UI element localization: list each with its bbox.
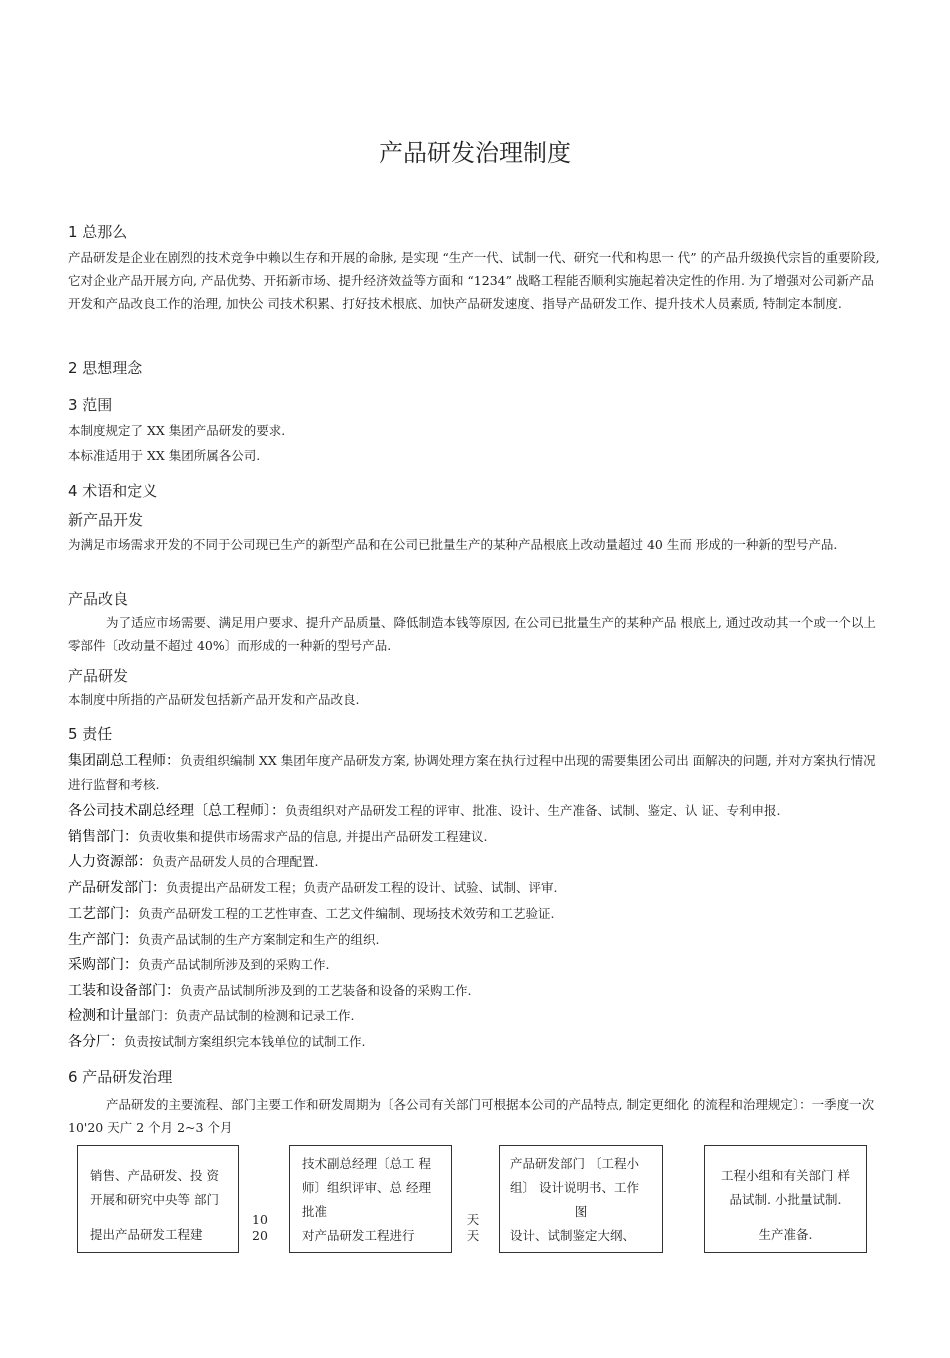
responsibility-label: 产品研发部门： <box>68 880 166 896</box>
responsibility-sales <box>68 825 888 849</box>
flow-box-text: 开展和研究中央等 部门 <box>90 1192 219 1207</box>
responsibility-process-dept <box>68 902 888 926</box>
responsibility-label: 销售部门： <box>68 829 138 845</box>
responsibility-label: 工艺部门： <box>68 906 138 922</box>
section-3-line-2: 本标准适用于 XX 集团所属各公司. <box>68 448 261 463</box>
responsibility-text: 负责产品试制所涉及到的采购工作. <box>138 957 330 972</box>
responsibility-label: 各公司技术副总经理〔总工程师〕： <box>68 803 285 819</box>
responsibility-text: 负责产品试制的检测和记录工作. <box>175 1008 355 1023</box>
flow-box-text: 生产准备. <box>758 1227 813 1242</box>
section-6-body: 产品研发的主要流程、部门主要工作和研发周期为〔各公司有关部门可根据本公司的产品特点, 制定更细化 的流程和治理规定〕：一季度一次 10'20 天广 2 个月 2~3 个月 <box>68 1097 875 1135</box>
flow-duration-value: 天 <box>466 1228 480 1243</box>
flow-duration-value: 10 <box>252 1212 268 1227</box>
flow-box-review <box>289 1145 452 1253</box>
flow-box-text: 设计、试制鉴定大纲、 <box>510 1228 636 1243</box>
responsibility-branch-factories <box>68 1030 888 1054</box>
responsibility-purchasing-dept <box>68 953 888 977</box>
responsibility-text: 负责组织对产品研发工程的评审、批准、设计、生产准备、试制、鉴定、认 证、专利申报. <box>285 803 781 818</box>
responsibility-label-suffix: 部门： <box>138 1008 176 1023</box>
responsibility-label: 生产部门： <box>68 932 138 948</box>
section-3-heading: 3 范围 <box>68 396 113 414</box>
document-title: 产品研发治理制度 <box>379 139 571 167</box>
responsibility-label: 工装和设备部门： <box>68 983 180 999</box>
flow-box-text: 工程小组和有关部门 样 <box>721 1168 850 1183</box>
flow-duration-unit <box>461 1212 485 1244</box>
flow-duration-value: 20 <box>252 1228 268 1243</box>
flow-box-design <box>499 1145 663 1253</box>
term-product-improvement-body: 为了适应市场需要、满足用户要求、提升产品质量、降低制造本钱等原因, 在公司已批量生产的某种产品 根底上, 通过改动其一个或一个以上零部件〔改动量不超过 40%〕而形成的一种新的型号产品. <box>68 615 876 653</box>
section-1-heading: 1 总那么 <box>68 223 128 241</box>
section-4-heading: 4 术语和定义 <box>68 482 158 500</box>
responsibility-label: 检测和计量 <box>68 1008 138 1024</box>
flow-box-text: 产品研发部门 〔工程小 <box>510 1156 639 1171</box>
section-3-line-1: 本制度规定了 XX 集团产品研发的要求. <box>68 423 286 438</box>
responsibility-label: 集团副总工程师： <box>68 753 180 769</box>
responsibility-group-deputy-chief-engineer <box>68 749 883 796</box>
responsibility-text: 负责产品研发人员的合理配置. <box>152 854 319 869</box>
responsibility-label: 采购部门： <box>68 957 138 973</box>
flow-duration-value: 天 <box>466 1212 480 1227</box>
flow-box-text: 提出产品研发工程建 <box>90 1227 203 1242</box>
responsibility-text: 负责按试制方案组织完本钱单位的试制工作. <box>124 1034 366 1049</box>
responsibility-hr <box>68 850 888 874</box>
responsibility-text: 负责产品试制所涉及到的工艺装备和设备的采购工作. <box>180 983 472 998</box>
flow-box-proposal <box>77 1145 239 1253</box>
flow-box-text: 师〕组织评审、总 经理 <box>302 1180 431 1195</box>
term-new-product-development: 新产品开发 <box>68 511 144 529</box>
responsibility-label: 人力资源部： <box>68 854 152 870</box>
responsibility-text: 负责产品研发工程的工艺性审查、工艺文件编制、现场技术效劳和工艺验证. <box>138 906 555 921</box>
term-product-rd-body: 本制度中所指的产品研发包括新产品开发和产品改良. <box>68 692 360 707</box>
responsibility-tooling-dept <box>68 979 888 1003</box>
responsibility-company-deputy-gm <box>68 799 888 823</box>
section-5-heading: 5 责任 <box>68 725 113 743</box>
flow-box-text: 组〕 设计说明书、工作 <box>510 1180 639 1195</box>
flow-box-text: 销售、产品研发、投 资 <box>90 1168 219 1183</box>
section-1-body: 产品研发是企业在剧烈的技术竞争中赖以生存和开展的命脉, 是实现 “生产一代、试制一代、研究一代和构思一 代” 的产品升级换代宗旨的重要阶段, 它对企业产品开展方向, 产品优势、开拓新市场、提升经济效益等方面和 “1234” 战略工程能否顺利实施起着决定性的作用. 为了增强对公司新产品开发和产品改良工作的治理, 加快公 司技术积累、打好技术根底、加快产品研发速度、指导产品研发工作、提升技术人员素质, 特制定本制度. <box>68 250 880 311</box>
flow-box-text: 对产品研发工程进行 <box>302 1228 415 1243</box>
responsibility-text: 负责收集和提供市场需求产品的信息, 并提出产品研发工程建议. <box>138 829 488 844</box>
flow-box-trial-production <box>704 1145 867 1253</box>
flow-box-text: 技术副总经理〔总工 程 <box>302 1156 431 1171</box>
term-product-improvement: 产品改良 <box>68 590 129 608</box>
section-2-heading: 2 思想理念 <box>68 359 143 377</box>
responsibility-text: 负责组织编制 XX 集团年度产品研发方案, 协调处理方案在执行过程中出现的需要集团公司出 面解决的问题, 并对方案执行情况进行监督和考核. <box>68 753 876 792</box>
flow-box-text: 批准 <box>302 1204 328 1219</box>
flow-duration-days <box>248 1212 272 1244</box>
term-product-rd: 产品研发 <box>68 667 129 685</box>
term-new-product-development-body: 为满足市场需求开发的不同于公司现已生产的新型产品和在公司已批量生产的某种产品根底上改动量超过 40 生而 形成的一种新的型号产品. <box>68 537 838 552</box>
responsibility-rd-dept <box>68 876 888 900</box>
responsibility-text: 负责产品试制的生产方案制定和生产的组织. <box>138 932 380 947</box>
section-6-heading: 6 产品研发治理 <box>68 1068 173 1086</box>
responsibility-text: 负责提出产品研发工程；负责产品研发工程的设计、试验、试制、评审. <box>166 880 558 895</box>
flow-box-text: 图 <box>574 1204 588 1219</box>
responsibility-production-dept <box>68 928 888 952</box>
responsibility-inspection-dept <box>68 1004 888 1028</box>
flow-box-text: 品试制. 小批量试制. <box>729 1192 842 1207</box>
responsibility-label: 各分厂： <box>68 1034 124 1050</box>
